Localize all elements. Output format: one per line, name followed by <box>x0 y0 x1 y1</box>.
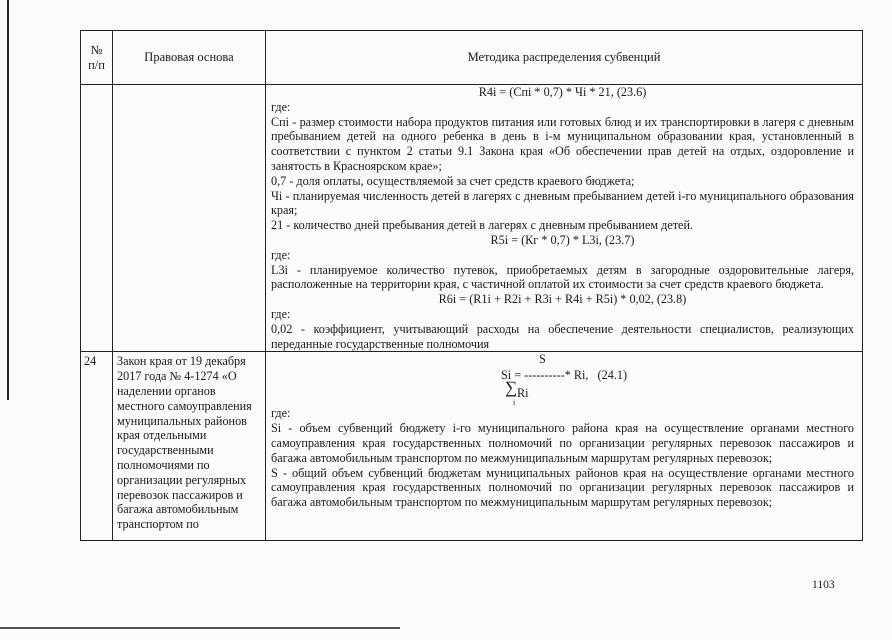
table-header-row <box>81 31 863 85</box>
methodology-cell <box>266 352 863 541</box>
subsidy-table <box>80 30 863 541</box>
definition-s: S - общий объем субвенций бюджетам муниципальных районов края на осуществление органами местного самоуправления края государственных полномочий по организации регулярных перевозок пассажиров и багажа автомобильным транспортом по межмуниципальным маршрутам регулярных перевозок; <box>271 465 854 510</box>
formula-denominator: Ri <box>517 386 529 401</box>
table-row-continuation <box>81 85 863 352</box>
header-number <box>81 31 113 85</box>
definition-si: Si - объем субвенций бюджету i-го муниципального района края на осуществление органами местного самоуправления края государственных полномочий по организации регулярных перевозок пассажиров и багажа автомобильным транспортом по межмуниципальным маршрутам регулярных перевозок; <box>271 421 854 465</box>
formula-23-6: R4i = (Cпi * 0,7) * Чi * 21, (23.6) <box>478 85 647 99</box>
sum-sign-icon: ∑ <box>505 378 518 398</box>
header-number-abbr: п/п <box>88 57 105 72</box>
row-number-cell <box>81 85 113 352</box>
formula-23-7: R5i = (Кг * 0,7) * L3i, (23.7) <box>490 232 635 247</box>
definition-l3i: L3i - планируемое количество путевок, приобретаемых детям в загородные оздоровительные лагеря, расположенные на территории края, с частичной оплатой их стоимости за счет средств краевого бюджета. <box>271 262 854 292</box>
definition-coef-0-02: 0,02 - коэффициент, учитывающий расходы на обеспечение деятельности специалистов, реализующих переданные государственные полномочия <box>271 321 854 351</box>
legal-basis-cell <box>113 85 266 352</box>
page-number: 1103 <box>812 579 835 591</box>
formula-main-line: Si = ----------* Ri, (24.1) <box>501 368 628 383</box>
law-reference: Закон края от 19 декабря 2017 года № 4-1274 «О наделении органов местного самоуправления муниципальных районов края отдельными государственными полномочиями по организации регулярных перевозок пассажиров и багажа автомобильным транспортом по <box>117 354 252 532</box>
where-label: где: <box>271 247 291 262</box>
definition-chi: Чi - планируемая численность детей в лагерях с дневным пребыванием детей i-го муниципального образования края; <box>271 188 854 218</box>
table-row-24 <box>81 352 863 541</box>
formula-numerator: S <box>539 352 546 367</box>
methodology-cell <box>266 85 863 352</box>
definition-coef-0-7: 0,7 - доля оплаты, осуществляемой за счет средств краевого бюджета; <box>271 173 635 188</box>
legal-basis-cell <box>113 352 266 541</box>
formula-23-8: R6i = (R1i + R2i + R3i + R4i + R5i) * 0,02, (23.8) <box>438 292 687 307</box>
sum-index: i <box>513 398 516 408</box>
header-number-symbol: № <box>90 42 103 57</box>
formula-24-1 <box>271 352 854 408</box>
header-legal-basis: Правовая основа <box>113 31 266 85</box>
row-number-cell: 24 <box>81 352 113 541</box>
where-label: где: <box>271 306 291 321</box>
where-label: где: <box>271 406 291 421</box>
header-methodology: Методика распределения субвенций <box>266 31 863 85</box>
definition-cpi: Cпi - размер стоимости набора продуктов питания или готовых блюд и их транспортировки в лагеря с дневным пребыванием детей на одного ребенка в день в i-м муниципальном образовании края, установленный в соответствии с пунктом 2 статьи 9.1 Закона края «Об обеспечении прав детей на отдых, оздоровление и занятость в Красноярском крае»; <box>271 114 854 173</box>
where-label: где: <box>271 99 291 114</box>
definition-21-days: 21 - количество дней пребывания детей в лагерях с дневным пребыванием детей. <box>271 218 694 233</box>
scan-bottom-line <box>0 627 400 629</box>
binding-edge-line <box>7 0 9 400</box>
